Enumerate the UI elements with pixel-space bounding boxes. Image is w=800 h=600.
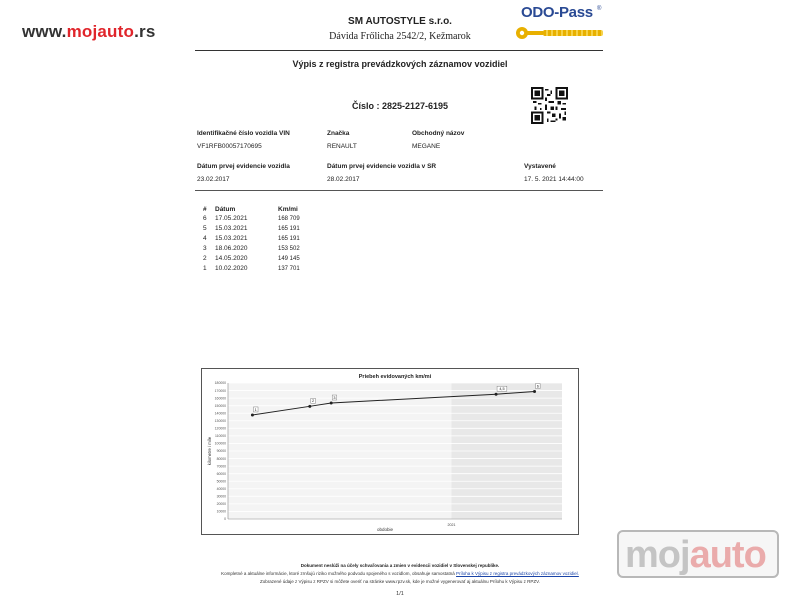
row-date: 15.03.2021 — [215, 225, 248, 232]
row-num: 5 — [203, 225, 207, 232]
site-logo-prefix: www. — [22, 22, 67, 41]
first-reg-sr-value: 28.02.2017 — [327, 176, 360, 183]
row-km: 149 145 — [278, 256, 300, 262]
table-row — [203, 224, 323, 234]
row-km: 165 191 — [278, 226, 300, 232]
y-tick-label: 130000 — [214, 418, 226, 423]
info-rule — [195, 190, 603, 191]
table-row — [203, 234, 323, 244]
model-label: Obchodný názov — [412, 130, 465, 137]
row-km: 137 701 — [278, 266, 300, 272]
watermark-text — [625, 534, 766, 576]
data-point — [495, 393, 498, 396]
row-num: 1 — [203, 265, 207, 272]
make-value: RENAULT — [327, 143, 357, 150]
data-label: 2 — [312, 399, 315, 404]
y-tick-label: 10000 — [216, 509, 226, 514]
row-date: 17.05.2021 — [215, 215, 248, 222]
company-header — [0, 16, 800, 42]
y-tick-label: 140000 — [214, 411, 226, 416]
footer-attachment-link[interactable]: Príloha k Výpisu z registra prevádzkových záznamov vozidiel. — [456, 571, 579, 576]
table-row — [203, 264, 323, 274]
odo-pass-ribbon — [543, 30, 603, 36]
row-num: 6 — [203, 215, 207, 222]
y-tick-label: 30000 — [216, 494, 226, 499]
first-reg-sr-label: Dátum prvej evidencie vozidla v SR — [327, 163, 437, 170]
chart-title: Priebeh evidovaných km/mi — [358, 374, 432, 380]
row-km: 168 709 — [278, 216, 300, 222]
document-title: Výpis z registra prevádzkových záznamov vozidiel — [292, 59, 508, 69]
y-tick-label: 40000 — [216, 486, 226, 491]
data-label: 3 — [333, 395, 336, 400]
row-date: 15.03.2021 — [215, 235, 248, 242]
y-tick-label: 170000 — [214, 388, 226, 393]
row-date: 10.02.2020 — [215, 265, 248, 272]
vin-value: VF1RFB00057170695 — [197, 143, 262, 150]
data-point — [330, 402, 333, 405]
issued-label: Vystavené — [524, 163, 556, 170]
issued-value: 17. 5. 2021 14:44:00 — [524, 176, 584, 183]
footer-notice: Dokument nesl​úži na účely schvaľovania a zmien v evidencii vozidiel v Slovenskej republike. — [300, 563, 500, 568]
odometer-chart — [201, 368, 579, 535]
y-tick-label: 0 — [224, 517, 226, 522]
y-tick-label: 150000 — [214, 403, 226, 408]
col-header-num: # — [203, 206, 207, 213]
row-num: 2 — [203, 255, 207, 262]
col-header-km: Km/mi — [278, 206, 298, 213]
data-point — [533, 390, 536, 393]
row-km: 165 191 — [278, 236, 300, 242]
y-tick-label: 180000 — [214, 381, 226, 386]
row-km: 153 502 — [278, 246, 300, 252]
table-row — [203, 244, 323, 254]
table-row — [203, 254, 323, 264]
y-tick-label: 90000 — [216, 449, 226, 454]
y-tick-label: 80000 — [216, 456, 226, 461]
table-row — [203, 214, 323, 224]
data-point — [251, 413, 254, 416]
mojauto-watermark — [617, 530, 779, 578]
key-icon — [515, 26, 545, 40]
odo-pass-logo — [515, 4, 605, 44]
y-tick-label: 120000 — [214, 426, 226, 431]
y-tick-label: 70000 — [216, 464, 226, 469]
y-tick-label: 100000 — [214, 441, 226, 446]
first-reg-label: Dátum prvej evidencie vozidla — [197, 163, 290, 170]
data-label: 4,5 — [499, 386, 505, 391]
vin-label: Identifikačné číslo vozidla VIN — [197, 130, 290, 137]
data-label: 1 — [254, 407, 257, 412]
document-number: Číslo : 2825-2127-6195 — [351, 101, 449, 111]
footer-line-1-text: Kompletné a aktuálne informácie, ktoré zrnšujú riziko možného podvodu spojeného s vozidlom, obsahuje samostatná — [221, 571, 455, 576]
watermark-part-2: auto — [689, 534, 766, 576]
watermark-part-1: moj — [625, 534, 690, 576]
row-date: 18.06.2020 — [215, 245, 248, 252]
data-label: 6 — [536, 384, 539, 389]
odometer-table-header — [203, 206, 323, 214]
odometer-chart-svg — [202, 369, 578, 534]
company-name: SM AUTOSTYLE s.r.o. — [348, 16, 452, 27]
y-tick-label: 110000 — [214, 434, 226, 439]
row-num: 4 — [203, 235, 207, 242]
footer-line-2: Zobrazené údaje z Výpisu z RPZV si môžete overiť na stránke www.rpzv.sk, kde je možné vygenerovať aj aktuálnu Prílohu k Výpisu z RPZV. — [259, 579, 540, 584]
y-tick-label: 160000 — [214, 396, 226, 401]
make-label: Značka — [327, 130, 350, 137]
x-tick-label: 2021 — [447, 523, 456, 527]
y-tick-label: 20000 — [216, 502, 226, 507]
site-logo-brand: mojauto — [66, 22, 135, 41]
company-address: Dávida Frőlicha 2542/2, Kežmarok — [329, 31, 471, 42]
y-tick-label: 50000 — [216, 479, 226, 484]
first-reg-value: 23.02.2017 — [197, 176, 230, 183]
model-value: MEGANE — [412, 143, 441, 150]
y-tick-label: 60000 — [216, 471, 226, 476]
row-num: 3 — [203, 245, 207, 252]
registered-mark: ® — [597, 6, 602, 12]
col-header-date: Dátum — [215, 206, 236, 213]
odo-pass-logo-text: ODO-Pass — [521, 4, 593, 21]
y-axis-label: kilometre / míle — [207, 436, 212, 466]
header-rule — [195, 50, 603, 51]
row-date: 14.05.2020 — [215, 255, 248, 262]
x-axis-label: obdobie — [376, 527, 394, 532]
site-logo-suffix: .rs — [134, 22, 156, 41]
odometer-table — [203, 206, 323, 274]
page-number: 1/1 — [396, 591, 404, 597]
data-point — [308, 405, 311, 408]
